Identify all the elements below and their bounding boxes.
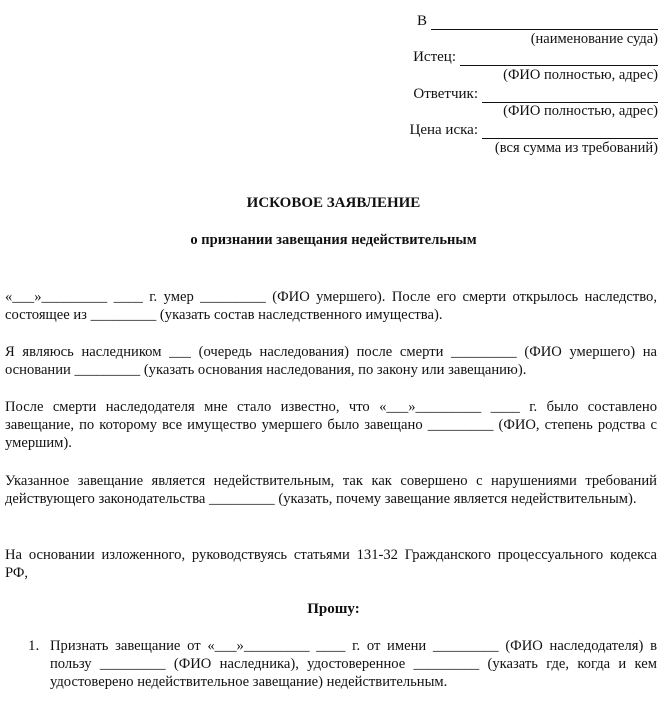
- claim-price-label: Цена иска:: [409, 122, 478, 138]
- plaintiff-label: Истец:: [413, 49, 456, 65]
- court-label: В: [416, 13, 427, 29]
- claim-price-field[interactable]: [482, 122, 658, 139]
- paragraph-invalidity: Указанное завещание является недействительным, так как совершено с нарушениями требований действующего законодательства _________ (указать, почему завещание является недействительным).: [5, 473, 657, 507]
- defendant-label: Ответчик:: [413, 86, 478, 102]
- paragraph-heir: Я являюсь наследником ___ (очередь наследования) после смерти _________ (ФИО умершего) на основании _________ (указать основания наследования, по закону или завещанию).: [5, 344, 657, 378]
- paragraph-will: После смерти наследодателя мне стало известно, что «___»_________ ____ г. было составлено завещание, по которому все имущество умершего было завещано _________ (ФИО, степень родства с умершим).: [5, 399, 657, 451]
- court-hint: (наименование суда): [530, 31, 658, 47]
- list-item-text: Признать завещание от «___»_________ ____ г. от имени _________ (ФИО наследодателя) в пользу _________ (ФИО наследника), удостоверенное _________ (указать где, когда и кем удостоверено недействительное завещание) недействительным.: [50, 638, 657, 690]
- court-line: [417, 10, 658, 30]
- defendant-line: [413, 83, 658, 103]
- request-heading: Прошу:: [307, 601, 360, 617]
- plaintiff-line: [413, 46, 658, 66]
- defendant-field[interactable]: [482, 86, 658, 103]
- plaintiff-hint: (ФИО полностью, адрес): [503, 67, 658, 83]
- paragraph-death: «___»_________ ____ г. умер _________ (ФИО умершего). После его смерти открылось наследство, состоящее из _________ (указать состав наследственного имущества).: [5, 289, 657, 323]
- paragraph-legal-basis: На основании изложенного, руководствуясь статьями 131-32 Гражданского процессуального кодекса РФ,: [5, 547, 657, 581]
- court-field[interactable]: [431, 13, 658, 30]
- claim-price-line: [410, 119, 659, 139]
- claim-price-hint: (вся сумма из требований): [494, 140, 658, 156]
- document-title: ИСКОВОЕ ЗАЯВЛЕНИЕ: [246, 195, 421, 211]
- document-subtitle: о признании завещания недействительным: [190, 232, 477, 248]
- defendant-hint: (ФИО полностью, адрес): [503, 103, 658, 119]
- plaintiff-field[interactable]: [460, 49, 658, 66]
- list-item-number: 1.: [28, 638, 40, 654]
